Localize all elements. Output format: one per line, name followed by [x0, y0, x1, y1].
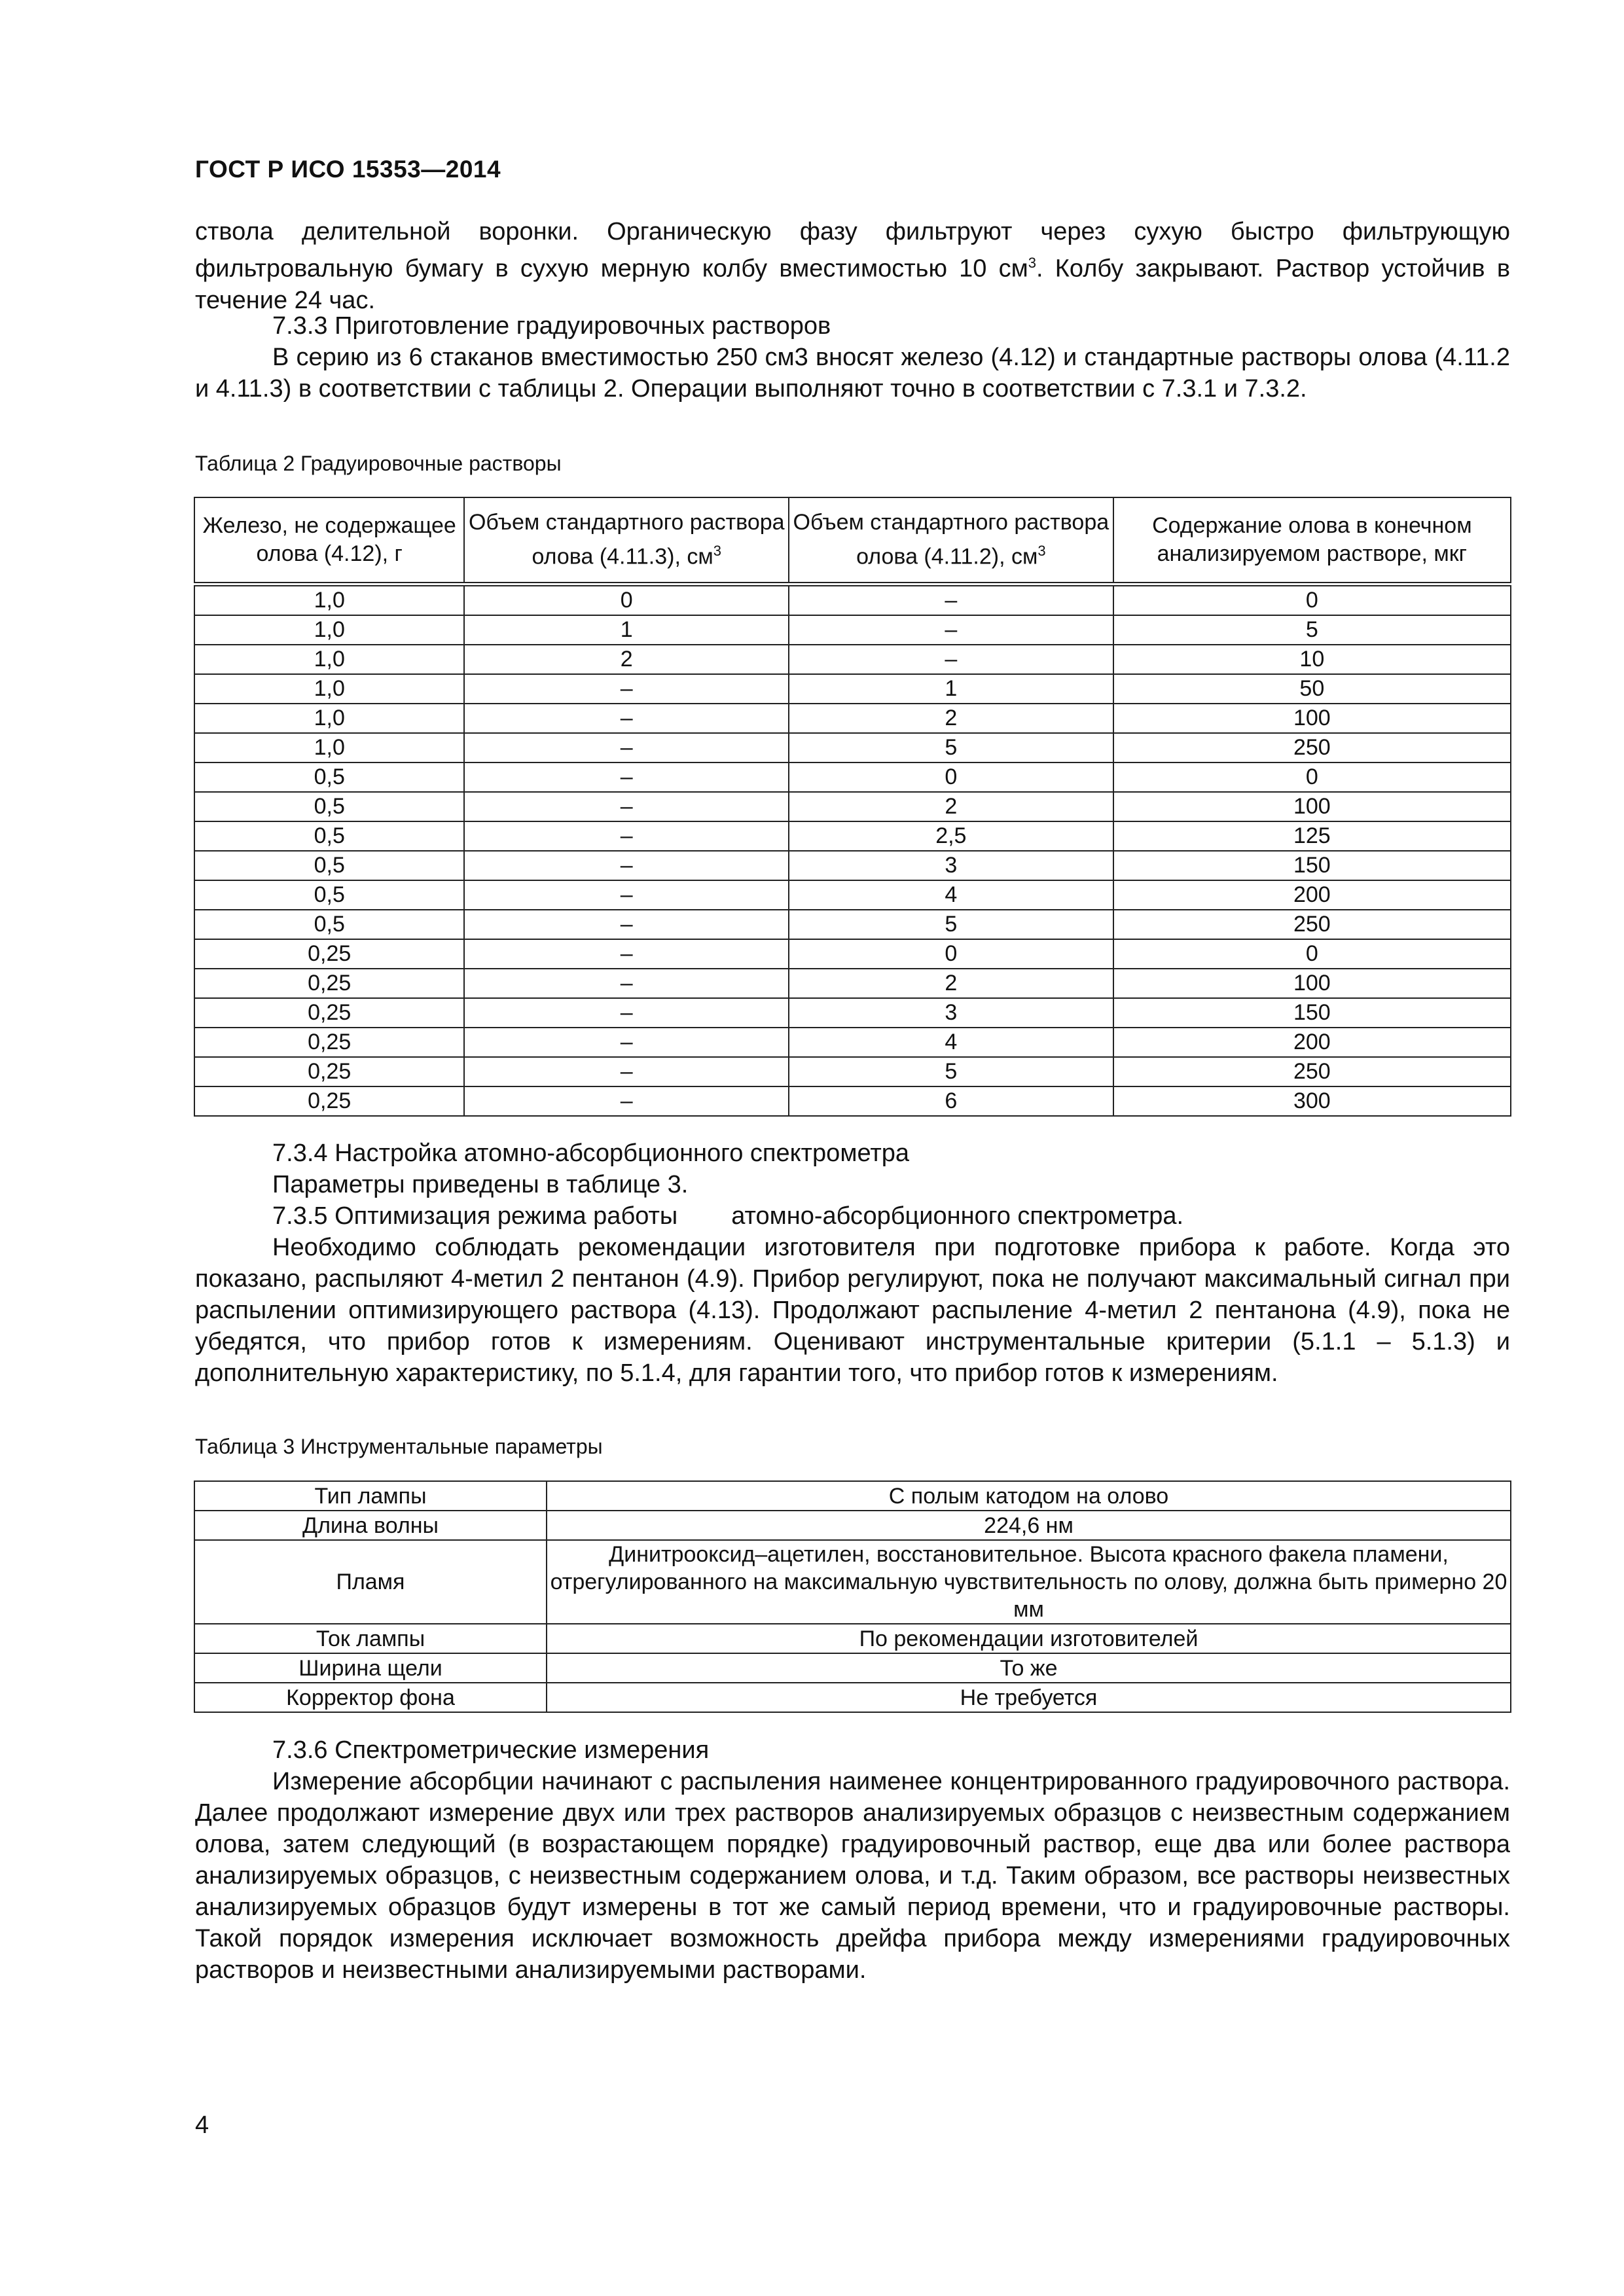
table-cell: –: [464, 792, 789, 821]
table2-header-cell: [464, 497, 789, 584]
table-row: [194, 880, 1511, 910]
table-cell: 1,0: [194, 733, 464, 762]
table-cell: 2: [464, 645, 789, 674]
table-cell: 0,25: [194, 969, 464, 998]
table-cell: –: [464, 1028, 789, 1057]
table-cell: –: [789, 615, 1113, 645]
table-cell: 1,0: [194, 645, 464, 674]
table-cell: –: [464, 851, 789, 880]
table-cell: 100: [1113, 792, 1511, 821]
section-736: [195, 1734, 1510, 1986]
table-row: [194, 998, 1511, 1028]
parameter-value: Не требуется: [547, 1683, 1511, 1712]
table2-header-cell: [1113, 497, 1511, 584]
table-cell: 150: [1113, 851, 1511, 880]
table-cell: –: [464, 674, 789, 704]
intro-text: ствола делительной воронки. Органическую фазу фильтруют через сухую быстро фильтрующую фильтровальную бумагу в сухую мерную колбу вместимостью 10 см: [195, 218, 1510, 283]
table-cell: 5: [789, 1057, 1113, 1086]
section-735-title-b: атомно-абсорбционного спектрометра.: [731, 1202, 1184, 1230]
section-734-body: Параметры приведены в таблице 3.: [272, 1171, 689, 1198]
table-row: [194, 584, 1511, 616]
table-cell: 5: [789, 733, 1113, 762]
instrument-parameters-table: [194, 1480, 1511, 1713]
parameter-name: Пламя: [194, 1540, 547, 1624]
table-row: [194, 939, 1511, 969]
table-cell: 0,5: [194, 762, 464, 792]
table-cell: 2: [789, 969, 1113, 998]
table-cell: –: [464, 998, 789, 1028]
table-cell: 3: [789, 851, 1113, 880]
table2-body: [194, 584, 1511, 1117]
table-cell: 0,25: [194, 998, 464, 1028]
table-cell: 5: [1113, 615, 1511, 645]
table-row: [194, 615, 1511, 645]
table-cell: 0,25: [194, 939, 464, 969]
table2-header-text: Железо, не содержащее олова (4.12), г: [202, 513, 456, 566]
table-cell: 0,25: [194, 1057, 464, 1086]
section-733: [195, 310, 1510, 404]
table-cell: 2: [789, 704, 1113, 733]
table-row: [194, 969, 1511, 998]
parameter-name: Корректор фона: [194, 1683, 547, 1712]
table-cell: –: [464, 969, 789, 998]
table-row: [194, 1028, 1511, 1057]
table-cell: 1,0: [194, 615, 464, 645]
table-cell: 0,5: [194, 792, 464, 821]
table-cell: –: [789, 645, 1113, 674]
table-row: [194, 1683, 1511, 1712]
table-cell: –: [464, 762, 789, 792]
table2-header-text: Объем стандартного раствора олова (4.11.2), см: [793, 510, 1110, 569]
table-row: [194, 821, 1511, 851]
table-cell: 0,25: [194, 1086, 464, 1116]
table-cell: 3: [789, 998, 1113, 1028]
parameter-value: То же: [547, 1653, 1511, 1683]
intro-tail: . Колбу закрывают. Раствор устойчив в течение 24 час.: [195, 255, 1511, 314]
table-cell: 4: [789, 880, 1113, 910]
table-cell: 0,25: [194, 1028, 464, 1057]
table-cell: 250: [1113, 1057, 1511, 1086]
parameter-value: Динитрооксид–ацетилен, восстановительное. Высота красного факела пламени, отрегулированного на максимальную чувствительность по олову, должна быть примерно 20 мм: [547, 1540, 1511, 1624]
table-cell: 0,5: [194, 880, 464, 910]
table-cell: 0: [1113, 584, 1511, 616]
section-733-title: 7.3.3 Приготовление градуировочных растворов: [272, 312, 831, 340]
table-cell: 2,5: [789, 821, 1113, 851]
table2-header-cell: [789, 497, 1113, 584]
table-cell: –: [464, 880, 789, 910]
table-cell: 6: [789, 1086, 1113, 1116]
section-736-body: Измерение абсорбции начинают с распыления наименее концентрированного градуировочного раствора. Далее продолжают измерение двух или трех растворов анализируемых образцов с неизвестным содержанием олова, затем следующий (в возрастающем порядке) градуировочный раствор, еще два или более раствора анализируемых образцов, с неизвестным содержанием олова, и т.д. Таким образом, все растворы неизвестных анализируемых образцов будут измерены в тот же самый период времени, что и градуировочные растворы. Такой порядок измерения исключает возможность дрейфа прибора между измерениями градуировочных растворов и неизвестными анализируемыми растворами.: [195, 1768, 1510, 1984]
table-row: [194, 762, 1511, 792]
table-cell: 100: [1113, 969, 1511, 998]
table-cell: 100: [1113, 704, 1511, 733]
table-row: [194, 704, 1511, 733]
parameter-value: По рекомендации изготовителей: [547, 1624, 1511, 1653]
table-cell: 4: [789, 1028, 1113, 1057]
table-row: [194, 674, 1511, 704]
table-cell: –: [464, 1057, 789, 1086]
table-row: [194, 733, 1511, 762]
table2-header-cell: [194, 497, 464, 584]
parameter-name: Длина волны: [194, 1511, 547, 1540]
parameter-name: Ток лампы: [194, 1624, 547, 1653]
table-cell: 0,5: [194, 821, 464, 851]
section-735-title-a: 7.3.5 Оптимизация режима работы: [272, 1202, 678, 1230]
table2-header-text: Объем стандартного раствора олова (4.11.3), см: [468, 510, 785, 569]
table-cell: 150: [1113, 998, 1511, 1028]
section-735: [195, 1200, 1510, 1389]
table-cell: 200: [1113, 1028, 1511, 1057]
table-cell: 300: [1113, 1086, 1511, 1116]
table-row: [194, 1481, 1511, 1511]
table-cell: 0,5: [194, 851, 464, 880]
table-cell: –: [464, 1086, 789, 1116]
intro-sup: 3: [1028, 255, 1037, 271]
table3-body: [194, 1481, 1511, 1712]
table-cell: –: [464, 910, 789, 939]
table2-caption: Таблица 2 Градуировочные растворы: [195, 452, 562, 475]
table-cell: 0,5: [194, 910, 464, 939]
table-row: [194, 910, 1511, 939]
table-cell: 200: [1113, 880, 1511, 910]
parameter-value: 224,6 нм: [547, 1511, 1511, 1540]
document-header: ГОСТ Р ИСО 15353—2014: [195, 156, 501, 183]
table-cell: 0: [789, 762, 1113, 792]
section-733-body: В серию из 6 стаканов вместимостью 250 см3 вносят железо (4.12) и стандартные растворы олова (4.11.2 и 4.11.3) в соответствии с таблицы 2. Операции выполняют точно в соответствии с 7.3.1 и 7.3.2.: [195, 344, 1510, 403]
parameter-name: Ширина щели: [194, 1653, 547, 1683]
table-cell: –: [464, 939, 789, 969]
table-row: [194, 1540, 1511, 1624]
table-cell: –: [789, 584, 1113, 616]
table-cell: 1,0: [194, 704, 464, 733]
section-734-title: 7.3.4 Настройка атомно-абсорбционного спектрометра: [272, 1139, 909, 1167]
table-cell: 1,0: [194, 674, 464, 704]
page-number: 4: [195, 2111, 209, 2139]
table-cell: 125: [1113, 821, 1511, 851]
table-cell: 0: [464, 584, 789, 616]
table-row: [194, 1653, 1511, 1683]
table-row: [194, 1624, 1511, 1653]
table-cell: –: [464, 821, 789, 851]
parameter-name: Тип лампы: [194, 1481, 547, 1511]
table2-header-row: [194, 497, 1511, 584]
table-row: [194, 1086, 1511, 1116]
table-cell: 0: [789, 939, 1113, 969]
table-cell: 0: [1113, 939, 1511, 969]
table-cell: 1: [789, 674, 1113, 704]
table-row: [194, 851, 1511, 880]
calibration-table: [194, 497, 1511, 1117]
section-734: [195, 1138, 1510, 1200]
table-row: [194, 1057, 1511, 1086]
table-cell: 50: [1113, 674, 1511, 704]
parameter-value: С полым катодом на олово: [547, 1481, 1511, 1511]
table-row: [194, 792, 1511, 821]
table-cell: 10: [1113, 645, 1511, 674]
table-cell: 250: [1113, 733, 1511, 762]
table-cell: –: [464, 704, 789, 733]
table2-header-sup: 3: [1038, 543, 1046, 560]
table-cell: 1: [464, 615, 789, 645]
table2-header-sup: 3: [713, 543, 721, 560]
section-736-title: 7.3.6 Спектрометрические измерения: [272, 1736, 710, 1764]
table3-caption: Таблица 3 Инструментальные параметры: [195, 1435, 603, 1458]
section-735-body: Необходимо соблюдать рекомендации изготовителя при подготовке прибора к работе. Когда это показано, распыляют 4-метил 2 пентанон (4.9). Прибор регулируют, пока не получают максимальный сигнал при распылении оптимизирующего раствора (4.13). Продолжают распыление 4-метил 2 пентанона (4.9), пока не убедятся, что прибор готов к измерениям. Оценивают инструментальные критерии (5.1.1 – 5.1.3) и дополнительную характеристику, по 5.1.4, для гарантии того, что прибор готов к измерениям.: [195, 1234, 1510, 1387]
table-cell: 5: [789, 910, 1113, 939]
table-row: [194, 1511, 1511, 1540]
intro-paragraph: [195, 216, 1510, 316]
table-cell: 1,0: [194, 584, 464, 616]
table2-header-text: Содержание олова в конечном анализируемом растворе, мкг: [1152, 513, 1472, 566]
table-cell: 0: [1113, 762, 1511, 792]
table-cell: 2: [789, 792, 1113, 821]
table-cell: 250: [1113, 910, 1511, 939]
section-735-title: [195, 1200, 1510, 1232]
table-row: [194, 645, 1511, 674]
table-cell: –: [464, 733, 789, 762]
